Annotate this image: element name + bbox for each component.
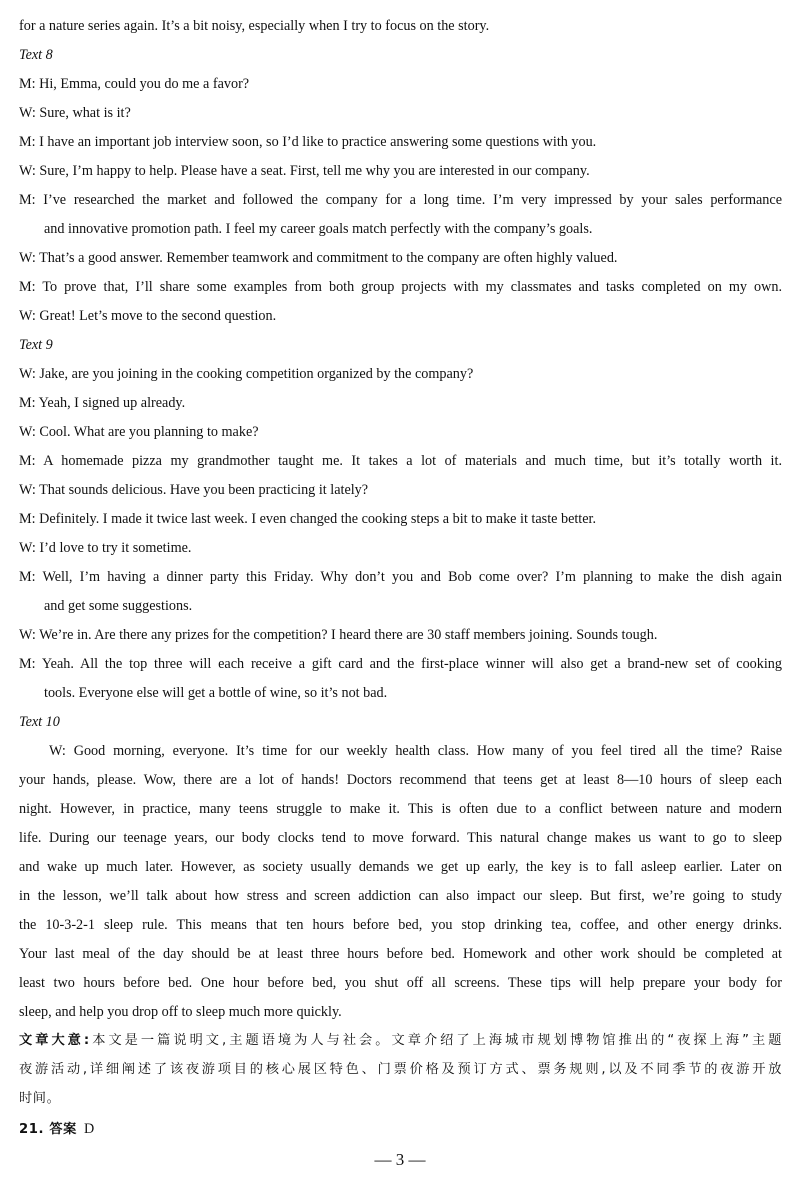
dialogue-line: M: Yeah, I signed up already. [19, 395, 186, 411]
dialogue-line: W: I’d love to try it sometime. [19, 540, 192, 556]
summary-text: 本文是一篇说明文,主题语境为人与社会。文章介绍了上海城市规划博物馆推出的“夜探上海”主题 [89, 1033, 782, 1048]
paragraph-line: your hands, please. Wow, there are a lot of hands! Doctors recommend that teens get at least 8—10 hours of sleep each [19, 772, 782, 788]
dialogue-line: M: Hi, Emma, could you do me a favor? [19, 76, 250, 92]
dialogue-line: W: Cool. What are you planning to make? [19, 424, 259, 440]
dialogue-line: W: We’re in. Are there any prizes for the competition? I heard there are 30 staff members joining. Sounds tough. [19, 627, 658, 643]
dialogue-line: M: Well, I’m having a dinner party this Friday. Why don’t you and Bob come over? I’m planning to make the dish again [19, 569, 782, 585]
dialogue-line: W: Sure, I’m happy to help. Please have a seat. First, tell me why you are interested in our company. [19, 163, 590, 179]
paragraph-line: least two hours before bed. One hour before bed, you shut off all screens. These tips will help prepare your body for [19, 975, 782, 991]
paragraph-line: sleep, and help you drop off to sleep much more quickly. [19, 1004, 342, 1020]
paragraph-line: Your last meal of the day should be at least three hours before bed. Homework and other work should be completed at [19, 946, 782, 962]
section-label-text-8: Text 8 [19, 47, 53, 63]
summary-line: 夜游活动,详细阐述了该夜游项目的核心展区特色、门票价格及预订方式、票务规则,以及不同季节的夜游开放 [19, 1062, 782, 1077]
paragraph-line: the 10-3-2-1 sleep rule. This means that ten hours before bed, you stop drinking tea, coffee, and other energy drinks. [19, 917, 782, 933]
dialogue-line: W: That sounds delicious. Have you been practicing it lately? [19, 482, 369, 498]
dialogue-line: M: I’ve researched the market and followed the company for a long time. I’m very impressed by your sales performance [19, 192, 782, 208]
answer-label: 21. 答案 [19, 1122, 77, 1137]
summary-label: 文章大意: [19, 1033, 90, 1048]
answer-line [19, 1119, 782, 1140]
paragraph-line: night. However, in practice, many teens struggle to make it. This is often due to a conflict between nature and modern [19, 801, 782, 817]
paragraph-line: life. During our teenage years, our body clocks tend to move forward. This natural change makes us want to go to sleep [19, 830, 782, 846]
dialogue-line: M: A homemade pizza my grandmother taught me. It takes a lot of materials and much time, but it’s totally worth it. [19, 453, 782, 469]
text-line: for a nature series again. It’s a bit noisy, especially when I try to focus on the story. [19, 18, 490, 34]
summary-line: 时间。 [19, 1091, 61, 1106]
paragraph-line: W: Good morning, everyone. It’s time for our weekly health class. How many of you feel tired all the time? Raise [49, 743, 782, 759]
dialogue-line-continued: and get some suggestions. [44, 598, 193, 614]
paragraph-line: in the lesson, we’ll talk about how stress and screen addiction can also impact our sleep. But first, we’re going to study [19, 888, 782, 904]
dialogue-line: M: Definitely. I made it twice last week. I even changed the cooking steps a bit to make it taste better. [19, 511, 597, 527]
dialogue-line: W: Great! Let’s move to the second question. [19, 308, 277, 324]
summary-line [19, 1031, 782, 1051]
dialogue-line: W: That’s a good answer. Remember teamwork and commitment to the company are often highly valued. [19, 250, 618, 266]
dialogue-line: W: Sure, what is it? [19, 105, 131, 121]
dialogue-line: M: Yeah. All the top three will each receive a gift card and the first-place winner will also get a brand-new set of cooking [19, 656, 782, 672]
dialogue-line: W: Jake, are you joining in the cooking competition organized by the company? [19, 366, 474, 382]
dialogue-line-continued: and innovative promotion path. I feel my career goals match perfectly with the company’s goals. [44, 221, 593, 237]
dialogue-line: M: I have an important job interview soon, so I’d like to practice answering some questions with you. [19, 134, 597, 150]
page-number: — 3 — [374, 1150, 426, 1169]
answer-value: D [84, 1121, 95, 1137]
paragraph-line: and wake up much later. However, as society usually demands we get up early, the key is to fall asleep earlier. Later on [19, 859, 782, 875]
section-label-text-9: Text 9 [19, 337, 53, 353]
section-label-text-10: Text 10 [19, 714, 60, 730]
dialogue-line: M: To prove that, I’ll share some examples from both group projects with my classmates and tasks completed on my own. [19, 279, 782, 295]
dialogue-line-continued: tools. Everyone else will get a bottle of wine, so it’s not bad. [44, 685, 388, 701]
